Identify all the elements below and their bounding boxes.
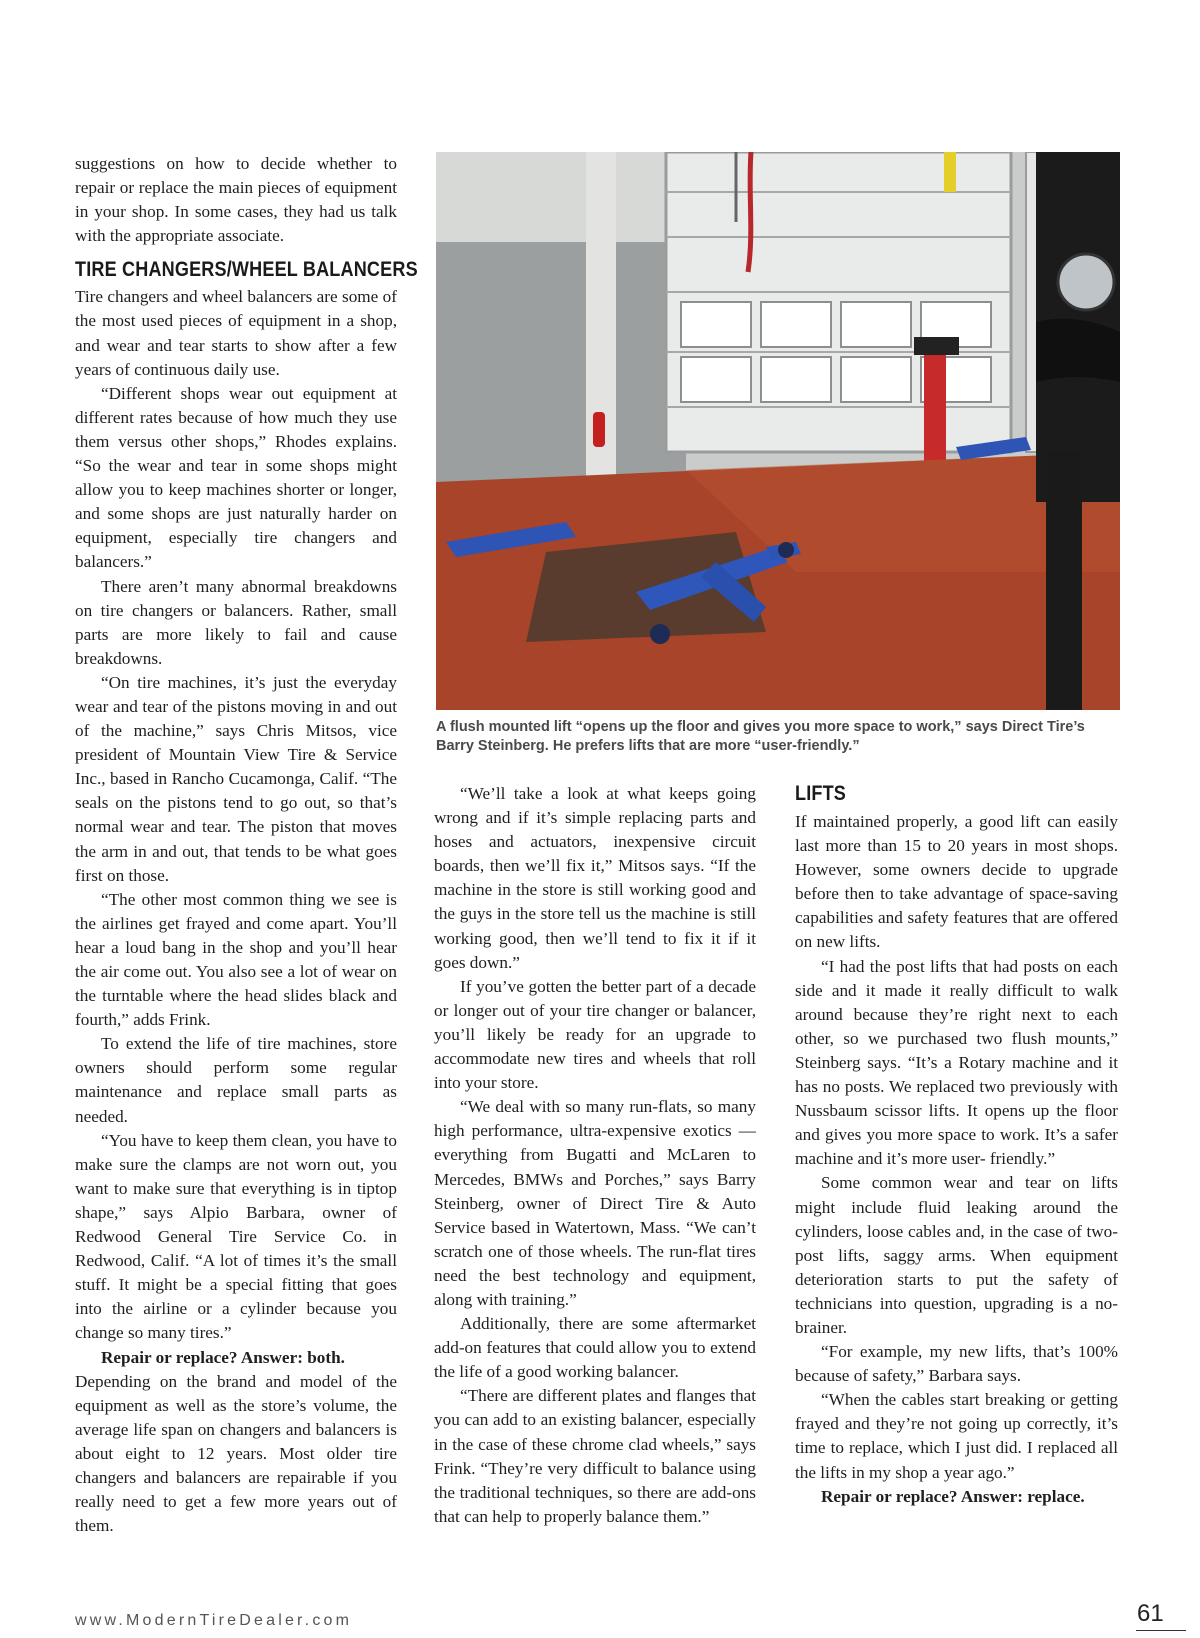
body-paragraph: To extend the life of tire machines, store owners should perform some regular maintenance and replace small parts as needed. xyxy=(75,1034,397,1126)
body-paragraph: “We deal with so many run-flats, so many high performance, ultra-expensive exotics — everything from Bugatti and McLaren to Mercedes, BMWs and Porches,” says Barry Steinberg, owner of Direct Tire & Auto Service based in Watertown, Mass. “We can’t scratch one of those wheels. The run-flat tires need the best technology and equipment, along with training.” xyxy=(434,1097,756,1309)
body-paragraph: “There are different plates and flanges that you can add to an existing balancer, especially in the case of these chrome clad wheels,” says Frink. “They’re very difficult to balance using the traditional techniques, so there are add-ons that can help to properly balance them.” xyxy=(434,1386,756,1526)
body-paragraph: Additionally, there are some aftermarket add-on features that could allow you to extend the life of a good working balancer. xyxy=(434,1314,756,1382)
photo-caption: A flush mounted lift “opens up the floor and gives you more space to work,” says Direct Tire’s Barry Steinberg. He prefers lifts that are more “user-friendly.” xyxy=(436,719,1085,754)
article-column-middle xyxy=(434,782,756,1529)
body-paragraph: “On tire machines, it’s just the everyday wear and tear of the pistons moving in and out of the machine,” says Chris Mitsos, vice president of Mountain View Tire & Service Inc., based in Rancho Cucamonga, Calif. “The seals on the pistons tend to go out, so that’s normal wear and tear. The piston that moves the arm in and out, that tends to be what goes first on those. xyxy=(75,672,397,885)
body-paragraph: Some common wear and tear on lifts might include fluid leaking around the cylinders, loose cables and, in the case of two-post lifts, saggy arms. When equipment deterioration starts to put the safety of technicians into question, upgrading is a no-brainer. xyxy=(795,1173,1118,1337)
body-paragraph: If maintained properly, a good lift can easily last more than 15 to 20 years in most shops. However, some owners decide to upgrade before then to take advantage of space-saving capabilities and safety features that are offered on new lifts. xyxy=(795,812,1118,952)
body-paragraph: “When the cables start breaking or getting frayed and they’re not going up correctly, it’s time to replace, which I just did. I replaced all the lifts in my shop a year ago.” xyxy=(795,1390,1118,1482)
article-column-right xyxy=(795,782,1118,1509)
body-paragraph: “Different shops wear out equipment at different rates because of how much they use them versus other shops,” Rhodes explains. “So the wear and tear in some shops might allow you to keep machines shorter or longer, and some shops are just naturally harder on equipment, especially tire changers and balancers.” xyxy=(75,383,397,572)
body-paragraph: “You have to keep them clean, you have to make sure the clamps are not worn out, you want to make sure that everything is in tiptop shape,” says Alpio Barbara, owner of Redwood General Tire Service Co. in Redwood, Calif. “A lot of times it’s the small stuff. It might be a special fitting that goes into the airline or a cylinder because you change so many tires.” xyxy=(75,1130,397,1343)
intro-paragraph: suggestions on how to decide whether to repair or replace the main pieces of equipment in your shop. In some cases, they had us talk with the appropriate associate. xyxy=(75,154,397,246)
body-paragraph: Depending on the brand and model of the equipment as well as the store’s volume, the average life span on changers and balancers is about eight to 12 years. Most older tire changers and balancers are repairable if you really need to get a few more years out of them. xyxy=(75,1371,397,1536)
section-heading-tire-changers: TIRE CHANGERS/WHEEL BALANCERS xyxy=(75,258,418,282)
footer-website-url: www.ModernTireDealer.com xyxy=(75,1612,353,1629)
page-number-rule xyxy=(1136,1630,1186,1631)
body-paragraph: “The other most common thing we see is the airlines get frayed and come apart. You’ll hear a loud bang in the shop and you’ll hear the air come out. You also see a lot of wear on the turntable where the head slides black and fourth,” adds Frink. xyxy=(75,889,397,1030)
section-heading-lifts: LIFTS xyxy=(795,782,847,805)
body-paragraph: There aren’t many abnormal breakdowns on tire changers or balancers. Rather, small parts are more likely to fail and cause breakdowns. xyxy=(75,576,397,668)
body-paragraph: “I had the post lifts that had posts on each side and it made it really difficult to walk around because they’re right next to each other, so we purchased two flush mounts,” Steinberg says. “It’s a Rotary machine and it has no posts. We replaced two previously with Nussbaum scissor lifts. It opens up the floor and gives you more space to work. It’s a safer machine and it’s more user- friendly.” xyxy=(795,956,1118,1169)
body-paragraph: If you’ve gotten the better part of a decade or longer out of your tire changer or balancer, you’ll likely be ready for an upgrade to accommodate new tires and wheels that roll into your store. xyxy=(434,976,756,1093)
verdict-line: Repair or replace? Answer: both. xyxy=(101,1347,345,1367)
body-paragraph: “We’ll take a look at what keeps going wrong and if it’s simple replacing parts and hoses and actuators, inexpensive circuit boards, then we’ll fix it,” Mitsos says. “If the machine in the store is still working good and the guys in the store tell us the machine is still working good, then we’ll tend to fix it if it goes down.” xyxy=(434,784,756,972)
shop-lift-illustration xyxy=(436,152,1120,710)
body-paragraph: Tire changers and wheel balancers are some of the most used pieces of equipment in a shop, and wear and tear starts to show after a few years of continuous daily use. xyxy=(75,287,397,379)
page-number: 61 xyxy=(1137,1600,1164,1627)
article-photo-flush-lift xyxy=(436,152,1120,710)
verdict-line: Repair or replace? Answer: replace. xyxy=(821,1486,1085,1506)
article-column-left xyxy=(75,152,418,1538)
body-paragraph: “For example, my new lifts, that’s 100% because of safety,” Barbara says. xyxy=(795,1342,1118,1386)
